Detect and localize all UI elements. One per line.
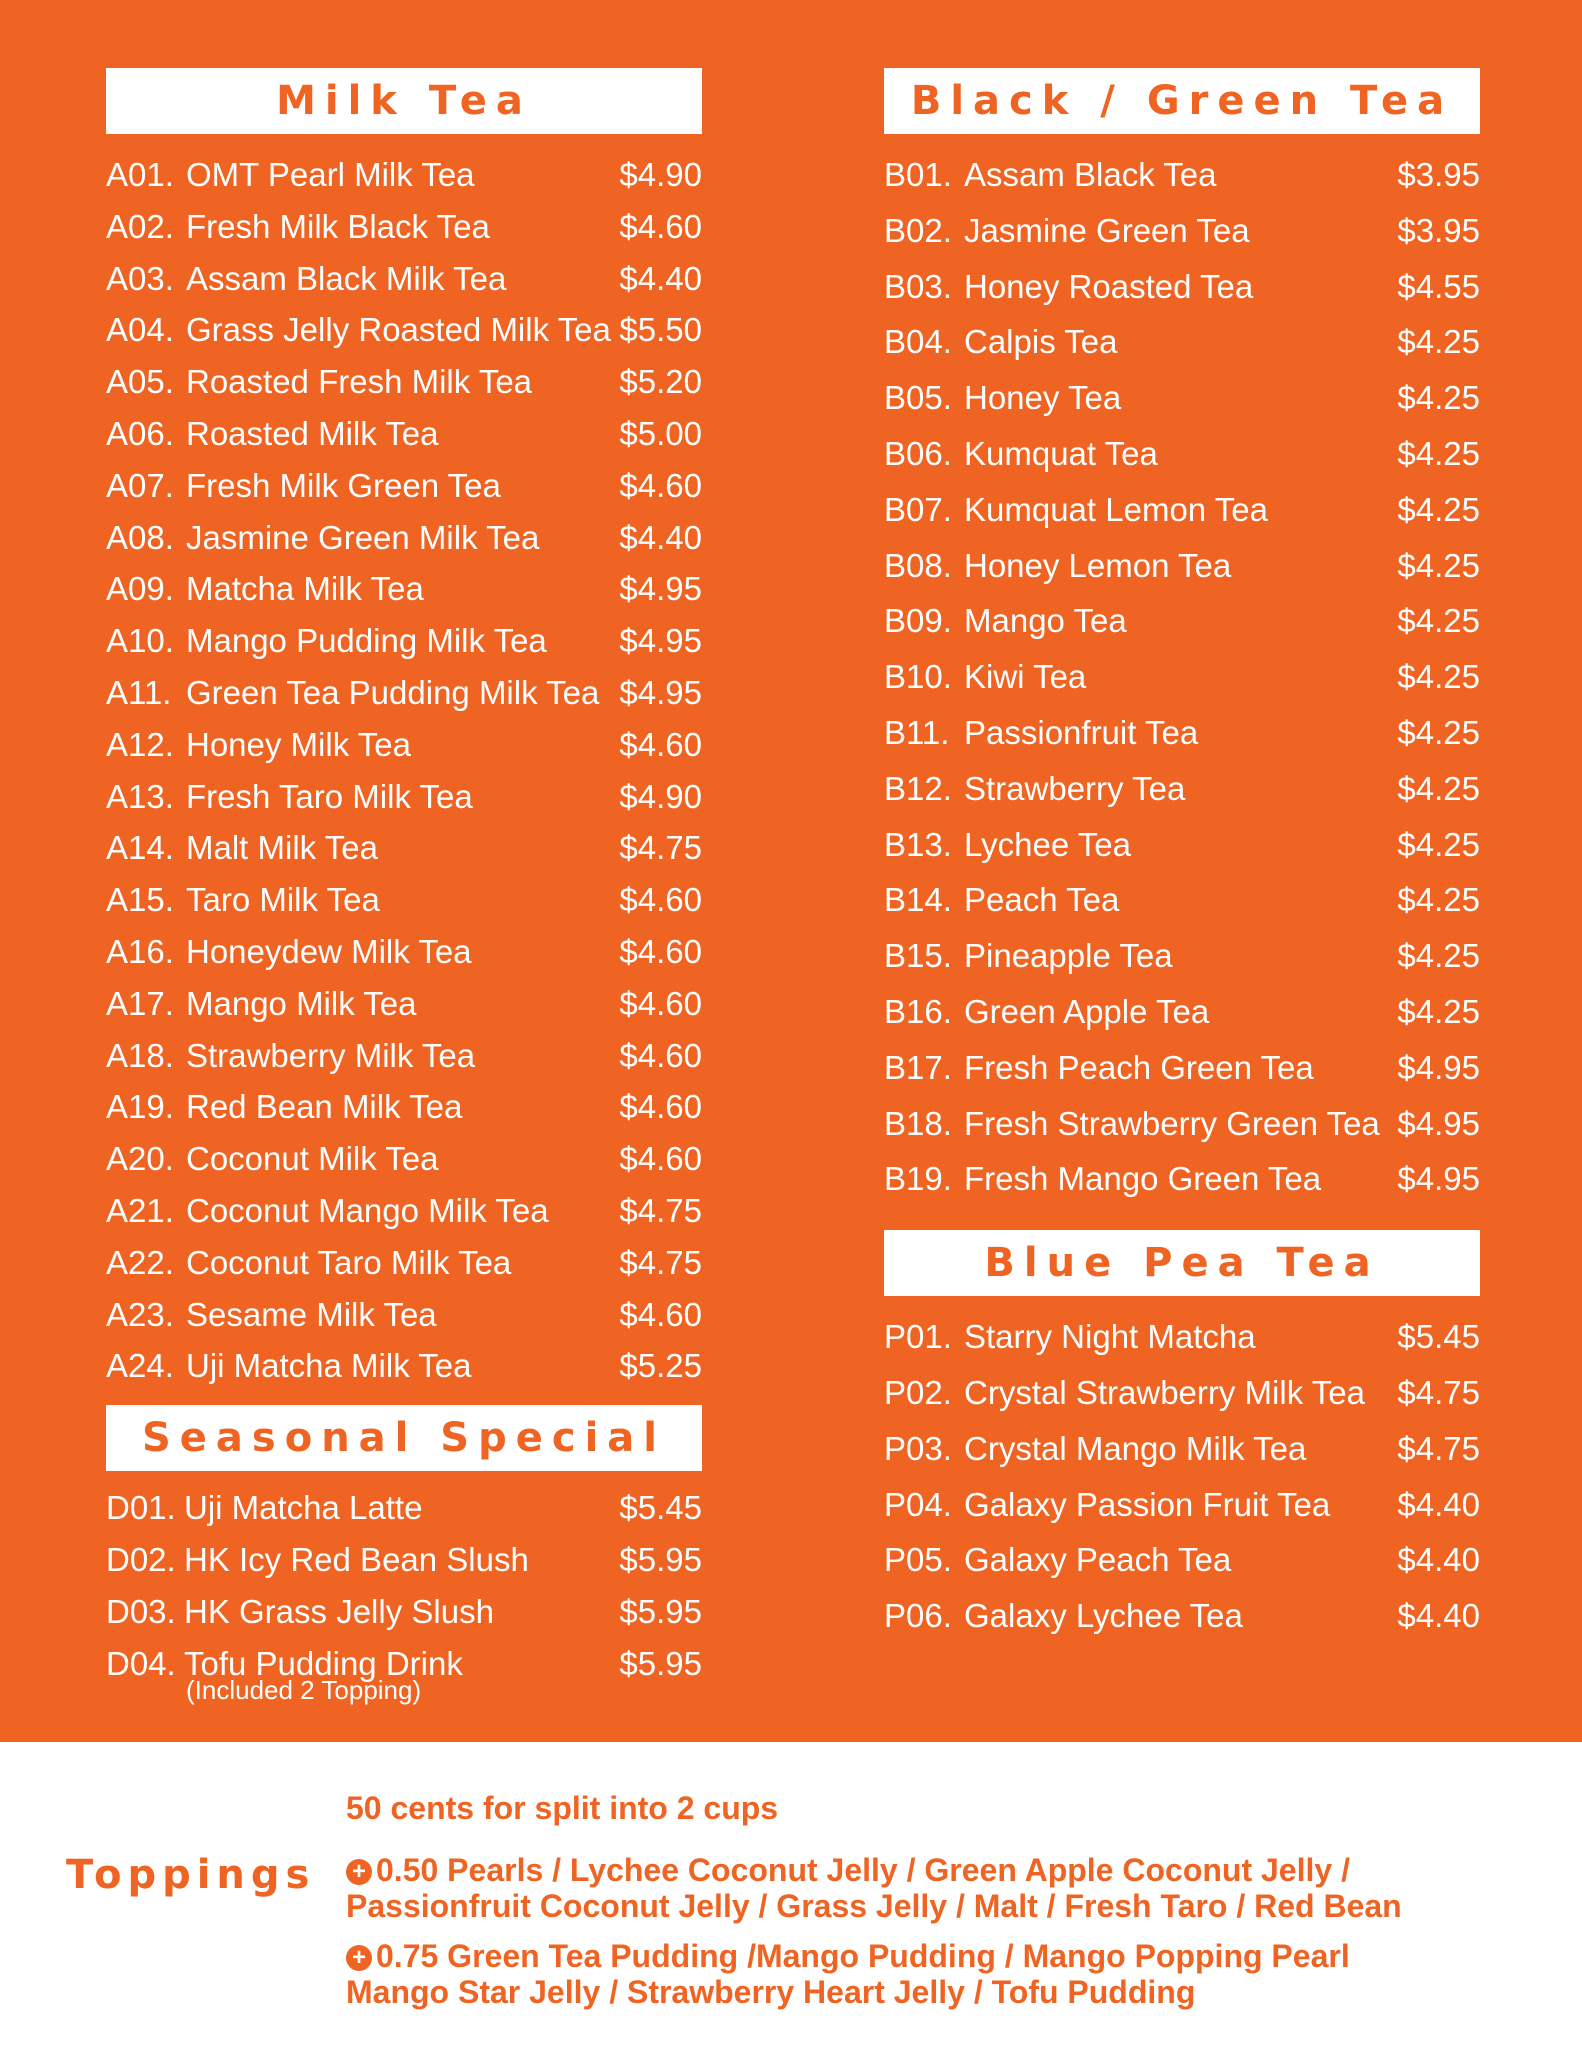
menu-item: [106, 156, 702, 208]
menu-item-code: B03.: [884, 267, 952, 305]
menu-item-price: $4.40: [619, 518, 702, 556]
menu-item-code: B17.: [884, 1048, 952, 1086]
menu-item-price: $5.25: [619, 1347, 702, 1385]
menu-item: [884, 1486, 1480, 1542]
menu-item: [106, 260, 702, 312]
menu-item-name: Galaxy Passion Fruit Tea: [964, 1485, 1331, 1523]
menu-item-name: Assam Black Tea: [964, 156, 1217, 193]
plus-circle-icon: +: [346, 1945, 372, 1971]
seasonal-special-header: [106, 1405, 702, 1471]
menu-item-name: Honeydew Milk Tea: [186, 932, 472, 970]
menu-item-price: $4.60: [619, 984, 702, 1022]
menu-item: [106, 829, 702, 881]
menu-item: [884, 323, 1480, 379]
menu-item-name: Mango Milk Tea: [186, 984, 417, 1022]
menu-item-name: Fresh Strawberry Green Tea: [964, 1104, 1380, 1142]
menu-item-name: Roasted Fresh Milk Tea: [186, 363, 533, 401]
menu-item: [884, 658, 1480, 714]
menu-item: [884, 1430, 1480, 1486]
menu-item: [884, 1597, 1480, 1653]
menu-item-price: $5.95: [619, 1592, 702, 1630]
menu-item-name: Sesame Milk Tea: [186, 1295, 437, 1333]
menu-item: [106, 1489, 702, 1541]
menu-item-name: Green Apple Tea: [964, 992, 1210, 1030]
menu-item-name: Grass Jelly Roasted Milk Tea: [186, 311, 611, 349]
menu-item-name: Calpis Tea: [964, 323, 1118, 361]
menu-item-name: Fresh Milk Green Tea: [186, 466, 501, 504]
menu-item-name: Honey Tea: [964, 379, 1122, 417]
menu-item-code: A24.: [106, 1347, 174, 1385]
menu-item-name: Peach Tea: [964, 881, 1120, 919]
menu-item: [106, 415, 702, 467]
menu-item-code: A05.: [106, 363, 174, 401]
menu-item-name: Coconut Taro Milk Tea: [186, 1243, 512, 1281]
menu-item-price: $4.60: [619, 881, 702, 919]
menu-item: [106, 1644, 702, 1705]
menu-item-name: Red Bean Milk Tea: [186, 1088, 463, 1126]
menu-item-price: $4.40: [619, 259, 702, 297]
menu-item-price: $4.25: [1397, 937, 1480, 975]
menu-item-code: A16.: [106, 932, 174, 970]
menu-item-price: $4.60: [619, 932, 702, 970]
menu-item-name: Mango Pudding Milk Tea: [186, 622, 547, 660]
topping-line: [346, 1938, 1350, 1974]
menu-item-code: B10.: [884, 658, 952, 696]
menu-item-code: A11.: [106, 673, 172, 711]
menu-item-name: Crystal Mango Milk Tea: [964, 1429, 1307, 1467]
menu-item-name: Strawberry Tea: [964, 769, 1186, 807]
menu-item-name: Strawberry Milk Tea: [186, 1036, 476, 1074]
menu-item-price: $4.25: [1397, 546, 1480, 584]
menu-item: [884, 881, 1480, 937]
menu-item: [884, 826, 1480, 882]
menu-item-code: A15.: [106, 881, 174, 919]
milk-tea-title: Milk Tea: [276, 78, 532, 124]
menu-item-name: Starry Night Matcha: [964, 1318, 1256, 1356]
menu-item-name: Fresh Peach Green Tea: [964, 1048, 1314, 1086]
menu-item: [884, 1374, 1480, 1430]
menu-item-code: A06.: [106, 414, 174, 452]
menu-item-price: $4.40: [1397, 1485, 1480, 1523]
menu-item-code: B04.: [884, 323, 952, 361]
menu-item-price: $4.40: [1397, 1541, 1480, 1579]
milk-tea-list: [106, 156, 702, 1399]
topping-text: 0.75 Green Tea Pudding /Mango Pudding / Mango Popping Pearl: [376, 1938, 1350, 1974]
menu-item-code: A22.: [106, 1243, 174, 1281]
menu-item-name: Kumquat Lemon Tea: [964, 490, 1268, 528]
menu-item-code: A01.: [106, 156, 174, 193]
menu-item-code: A20.: [106, 1140, 174, 1178]
menu-item-name: Fresh Mango Green Tea: [964, 1160, 1322, 1198]
menu-item: [106, 467, 702, 519]
menu-item-code: A02.: [106, 207, 174, 245]
blue-pea-tea-header: [884, 1230, 1480, 1296]
menu-item-price: $4.25: [1397, 434, 1480, 472]
blue-pea-tea-title: Blue Pea Tea: [984, 1240, 1380, 1287]
menu-item-code: B01.: [884, 156, 952, 193]
menu-item-price: $4.40: [1397, 1597, 1480, 1635]
menu-item-name: Passionfruit Tea: [964, 713, 1199, 751]
menu-item-name: Roasted Milk Tea: [186, 414, 439, 452]
menu-item-code: B12.: [884, 769, 952, 807]
menu-item-code: A13.: [106, 777, 174, 815]
menu-item: [884, 491, 1480, 547]
menu-item-name: Galaxy Lychee Tea: [964, 1597, 1243, 1635]
menu-item-price: $4.75: [1397, 1429, 1480, 1467]
menu-item: [106, 1244, 702, 1296]
menu-item-price: $4.55: [1397, 267, 1480, 305]
menu-item-note: (Included 2 Topping): [186, 1674, 422, 1705]
menu-item: [884, 379, 1480, 435]
menu-item-code: P02.: [884, 1373, 952, 1411]
menu-item-name: Malt Milk Tea: [186, 829, 378, 867]
menu-item-name: Taro Milk Tea: [186, 881, 380, 919]
menu-item: [106, 881, 702, 933]
menu-item-price: $4.25: [1397, 825, 1480, 863]
menu-item: [884, 770, 1480, 826]
menu-item-code: B02.: [884, 211, 952, 249]
menu-item-price: $4.75: [1397, 1373, 1480, 1411]
menu-item: [884, 1318, 1480, 1374]
menu-item-code: D02.: [106, 1540, 176, 1578]
menu-item-code: A17.: [106, 984, 174, 1022]
menu-item-price: $4.75: [619, 829, 702, 867]
menu-item-code: B18.: [884, 1104, 952, 1142]
menu-item-code: A04.: [106, 311, 174, 349]
menu-item-code: B06.: [884, 434, 952, 472]
menu-item-name: Coconut Milk Tea: [186, 1140, 439, 1178]
menu-item-price: $4.25: [1397, 323, 1480, 361]
menu-item-name: HK Icy Red Bean Slush: [184, 1540, 529, 1578]
menu-item-price: $4.75: [619, 1191, 702, 1229]
menu-item-price: $4.90: [619, 156, 702, 193]
menu-item-name: Honey Milk Tea: [186, 725, 411, 763]
menu-item-name: Uji Matcha Latte: [184, 1489, 423, 1527]
topping-line: Passionfruit Coconut Jelly / Grass Jelly / Malt / Fresh Taro / Red Bean: [346, 1888, 1402, 1924]
menu-item-price: $5.20: [619, 363, 702, 401]
menu-item-price: $4.25: [1397, 881, 1480, 919]
menu-item: [884, 1541, 1480, 1597]
menu-item-name: Kumquat Tea: [964, 434, 1158, 472]
menu-item-name: OMT Pearl Milk Tea: [186, 156, 475, 193]
black-green-tea-header: [884, 68, 1480, 134]
menu-item-code: P01.: [884, 1318, 952, 1356]
menu-item: [884, 212, 1480, 268]
menu-item-code: P04.: [884, 1485, 952, 1523]
menu-item-price: $4.60: [619, 207, 702, 245]
menu-item-name: Green Tea Pudding Milk Tea: [186, 673, 600, 711]
menu-item-name: Jasmine Green Tea: [964, 211, 1250, 249]
menu-item-name: Lychee Tea: [964, 825, 1131, 863]
menu-item-name: Galaxy Peach Tea: [964, 1541, 1232, 1579]
menu-item: [106, 1296, 702, 1348]
menu-item-code: B13.: [884, 825, 952, 863]
menu-item-price: $5.50: [619, 311, 702, 349]
menu-item: [106, 726, 702, 778]
menu-item: [106, 1347, 702, 1399]
menu-item-code: A14.: [106, 829, 174, 867]
menu-item-price: $4.90: [619, 777, 702, 815]
topping-group-075: [346, 1938, 1350, 2010]
menu-item-code: A18.: [106, 1036, 174, 1074]
menu-item-name: Tofu Pudding Drink: [184, 1644, 463, 1682]
menu-item-price: $4.60: [619, 1088, 702, 1126]
menu-item: [106, 622, 702, 674]
menu-item-price: $3.95: [1397, 156, 1480, 193]
menu-item-name: Jasmine Green Milk Tea: [186, 518, 540, 556]
menu-item-price: $4.25: [1397, 658, 1480, 696]
menu-item: [106, 1593, 702, 1645]
menu-item-price: $5.45: [619, 1489, 702, 1527]
menu-item: [884, 1105, 1480, 1161]
topping-group-050: [346, 1852, 1402, 1924]
menu-item-code: B05.: [884, 379, 952, 417]
menu-item-price: $5.95: [619, 1644, 702, 1682]
menu-item-code: A21.: [106, 1191, 174, 1229]
menu-item: [884, 268, 1480, 324]
menu-item-code: B08.: [884, 546, 952, 584]
seasonal-special-title: Seasonal Special: [141, 1415, 667, 1462]
menu-item: [106, 363, 702, 415]
menu-item-name: Kiwi Tea: [964, 658, 1087, 696]
menu-item-code: P03.: [884, 1429, 952, 1467]
left-column: [106, 68, 702, 1705]
menu-item-price: $4.95: [1397, 1104, 1480, 1142]
menu-item-price: $4.25: [1397, 602, 1480, 640]
menu-item-price: $4.25: [1397, 713, 1480, 751]
menu-item-name: Honey Lemon Tea: [964, 546, 1232, 584]
menu-item: [106, 933, 702, 985]
menu-item-name: Assam Black Milk Tea: [186, 259, 507, 297]
black-green-tea-list: [884, 156, 1480, 1216]
menu-item: [106, 674, 702, 726]
menu-item-code: B07.: [884, 490, 952, 528]
menu-item-code: B09.: [884, 602, 952, 640]
menu-item-code: B14.: [884, 881, 952, 919]
menu-item: [106, 1088, 702, 1140]
menu-item-price: $4.95: [1397, 1048, 1480, 1086]
menu-item-code: B16.: [884, 992, 952, 1030]
seasonal-special-list: [106, 1489, 702, 1705]
menu-item-name: Coconut Mango Milk Tea: [186, 1191, 549, 1229]
menu-item-code: A08.: [106, 518, 174, 556]
menu-item-name: Fresh Taro Milk Tea: [186, 777, 473, 815]
menu-item-price: $5.00: [619, 414, 702, 452]
menu-item: [106, 1192, 702, 1244]
menu-item: [884, 1049, 1480, 1105]
menu-item: [884, 714, 1480, 770]
menu-item-name: Crystal Strawberry Milk Tea: [964, 1373, 1365, 1411]
menu-item: [106, 519, 702, 571]
menu-item-name: Honey Roasted Tea: [964, 267, 1254, 305]
milk-tea-header: [106, 68, 702, 134]
topping-text: 0.50 Pearls / Lychee Coconut Jelly / Green Apple Coconut Jelly /: [376, 1852, 1350, 1888]
menu-item-price: $5.45: [1397, 1318, 1480, 1356]
menu-item: [106, 1037, 702, 1089]
menu-item-code: D03.: [106, 1592, 176, 1630]
menu-item: [106, 1541, 702, 1593]
menu-item-price: $4.95: [619, 673, 702, 711]
menu-item-price: $3.95: [1397, 211, 1480, 249]
menu-item-price: $4.60: [619, 1036, 702, 1074]
menu-item: [106, 985, 702, 1037]
black-green-tea-title: Black / Green Tea: [910, 78, 1454, 124]
menu-item-code: B19.: [884, 1160, 952, 1198]
menu-item-code: D01.: [106, 1489, 176, 1527]
menu-item-price: $4.60: [619, 1140, 702, 1178]
menu-item-code: A07.: [106, 466, 174, 504]
menu-item: [884, 993, 1480, 1049]
toppings-title: Toppings: [66, 1852, 316, 1898]
menu-item-name: Mango Tea: [964, 602, 1127, 640]
menu-item-price: $4.75: [619, 1243, 702, 1281]
menu-item: [884, 547, 1480, 603]
menu-item-code: B15.: [884, 937, 952, 975]
menu-item-code: B11.: [884, 713, 950, 751]
menu-item-name: Matcha Milk Tea: [186, 570, 424, 608]
menu-item-code: A10.: [106, 622, 174, 660]
menu-item-price: $4.60: [619, 466, 702, 504]
blue-pea-tea-list: [884, 1318, 1480, 1653]
menu-item: [884, 156, 1480, 212]
menu-item-price: $4.25: [1397, 379, 1480, 417]
menu-item-code: P05.: [884, 1541, 952, 1579]
menu-item-code: P06.: [884, 1597, 952, 1635]
plus-circle-icon: +: [346, 1859, 372, 1885]
menu-item-code: A03.: [106, 259, 174, 297]
menu-item-price: $4.95: [1397, 1160, 1480, 1198]
menu-item: [106, 778, 702, 830]
menu-item-code: A19.: [106, 1088, 174, 1126]
right-column: [884, 68, 1480, 1653]
menu-item: [106, 208, 702, 260]
menu-item: [884, 602, 1480, 658]
split-note: 50 cents for split into 2 cups: [346, 1790, 779, 1826]
menu-item-code: D04.: [106, 1644, 176, 1682]
topping-line: [346, 1852, 1402, 1888]
menu-item-price: $4.60: [619, 725, 702, 763]
menu-item: [884, 1160, 1480, 1216]
menu-item: [106, 1140, 702, 1192]
menu-item-name: Uji Matcha Milk Tea: [186, 1347, 472, 1385]
menu-item-code: A12.: [106, 725, 174, 763]
menu-item-price: $4.95: [619, 570, 702, 608]
menu-item-price: $5.95: [619, 1540, 702, 1578]
menu-item-name: Fresh Milk Black Tea: [186, 207, 490, 245]
topping-line: Mango Star Jelly / Strawberry Heart Jelly / Tofu Pudding: [346, 1974, 1196, 2010]
menu-item-code: A09.: [106, 570, 174, 608]
menu-item-price: $4.25: [1397, 992, 1480, 1030]
menu-item-name: Pineapple Tea: [964, 937, 1173, 975]
menu-item-name: HK Grass Jelly Slush: [184, 1592, 494, 1630]
menu-item-code: A23.: [106, 1295, 174, 1333]
menu-item-price: $4.25: [1397, 490, 1480, 528]
menu-item: [884, 435, 1480, 491]
menu-item-price: $4.60: [619, 1295, 702, 1333]
menu-item-price: $4.25: [1397, 769, 1480, 807]
menu-item: [106, 570, 702, 622]
menu-item: [106, 311, 702, 363]
menu-item-price: $4.95: [619, 622, 702, 660]
menu-item: [884, 937, 1480, 993]
